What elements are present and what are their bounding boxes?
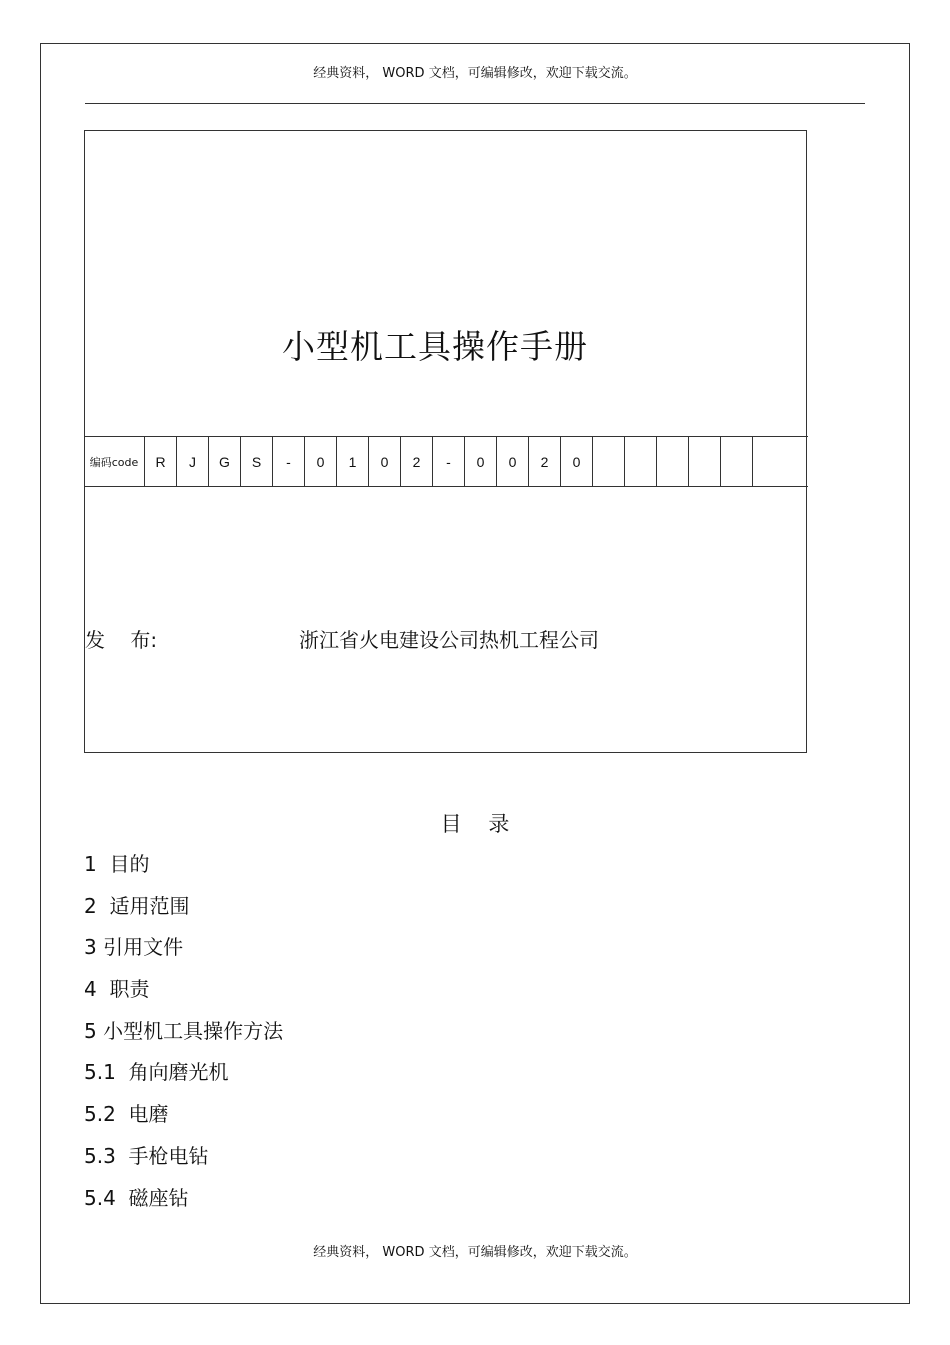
publish-label: 发 布: bbox=[85, 628, 158, 652]
code-cell bbox=[593, 437, 625, 486]
code-row bbox=[84, 436, 808, 487]
code-cell: - bbox=[273, 437, 305, 486]
toc-item: 3 引用文件 bbox=[84, 935, 184, 960]
code-cell: 0 bbox=[497, 437, 529, 486]
toc-item: 5.1 角向磨光机 bbox=[84, 1060, 229, 1085]
code-cell: 0 bbox=[465, 437, 497, 486]
page-footer: 经典资料， WORD 文档，可编辑修改，欢迎下载交流。 bbox=[313, 1245, 637, 1260]
cover-box bbox=[84, 130, 807, 753]
code-cell: 0 bbox=[369, 437, 401, 486]
code-cell: R bbox=[145, 437, 177, 486]
code-cell: 0 bbox=[305, 437, 337, 486]
toc-item: 5.4 磁座钻 bbox=[84, 1185, 189, 1210]
table-of-contents bbox=[84, 850, 283, 1225]
code-cell: 0 bbox=[561, 437, 593, 486]
publish-line bbox=[85, 624, 599, 653]
toc-item: 1 目的 bbox=[84, 852, 150, 876]
code-cell bbox=[657, 437, 689, 486]
code-cell: - bbox=[433, 437, 465, 486]
code-cell bbox=[625, 437, 657, 486]
code-cell: 2 bbox=[529, 437, 561, 486]
publisher-name: 浙江省火电建设公司热机工程公司 bbox=[299, 628, 599, 652]
toc-item: 5.2 电磨 bbox=[84, 1102, 169, 1127]
code-cell: G bbox=[209, 437, 241, 486]
code-label: 编码code bbox=[84, 437, 145, 486]
toc-item: 5.3 手枪电钻 bbox=[84, 1143, 209, 1168]
code-cell bbox=[753, 437, 785, 486]
document-title: 小型机工具操作手册 bbox=[282, 327, 588, 366]
header-divider bbox=[85, 103, 865, 104]
code-cell: S bbox=[241, 437, 273, 486]
toc-item: 4 职责 bbox=[84, 977, 150, 1002]
page-header: 经典资料， WORD 文档，可编辑修改，欢迎下载交流。 bbox=[313, 66, 637, 81]
toc-item: 5 小型机工具操作方法 bbox=[84, 1018, 284, 1043]
toc-title: 目 录 bbox=[440, 812, 510, 836]
code-cell: J bbox=[177, 437, 209, 486]
code-cell: 2 bbox=[401, 437, 433, 486]
code-cell bbox=[721, 437, 753, 486]
code-cell bbox=[689, 437, 721, 486]
toc-item: 2 适用范围 bbox=[84, 893, 190, 918]
code-cell: 1 bbox=[337, 437, 369, 486]
